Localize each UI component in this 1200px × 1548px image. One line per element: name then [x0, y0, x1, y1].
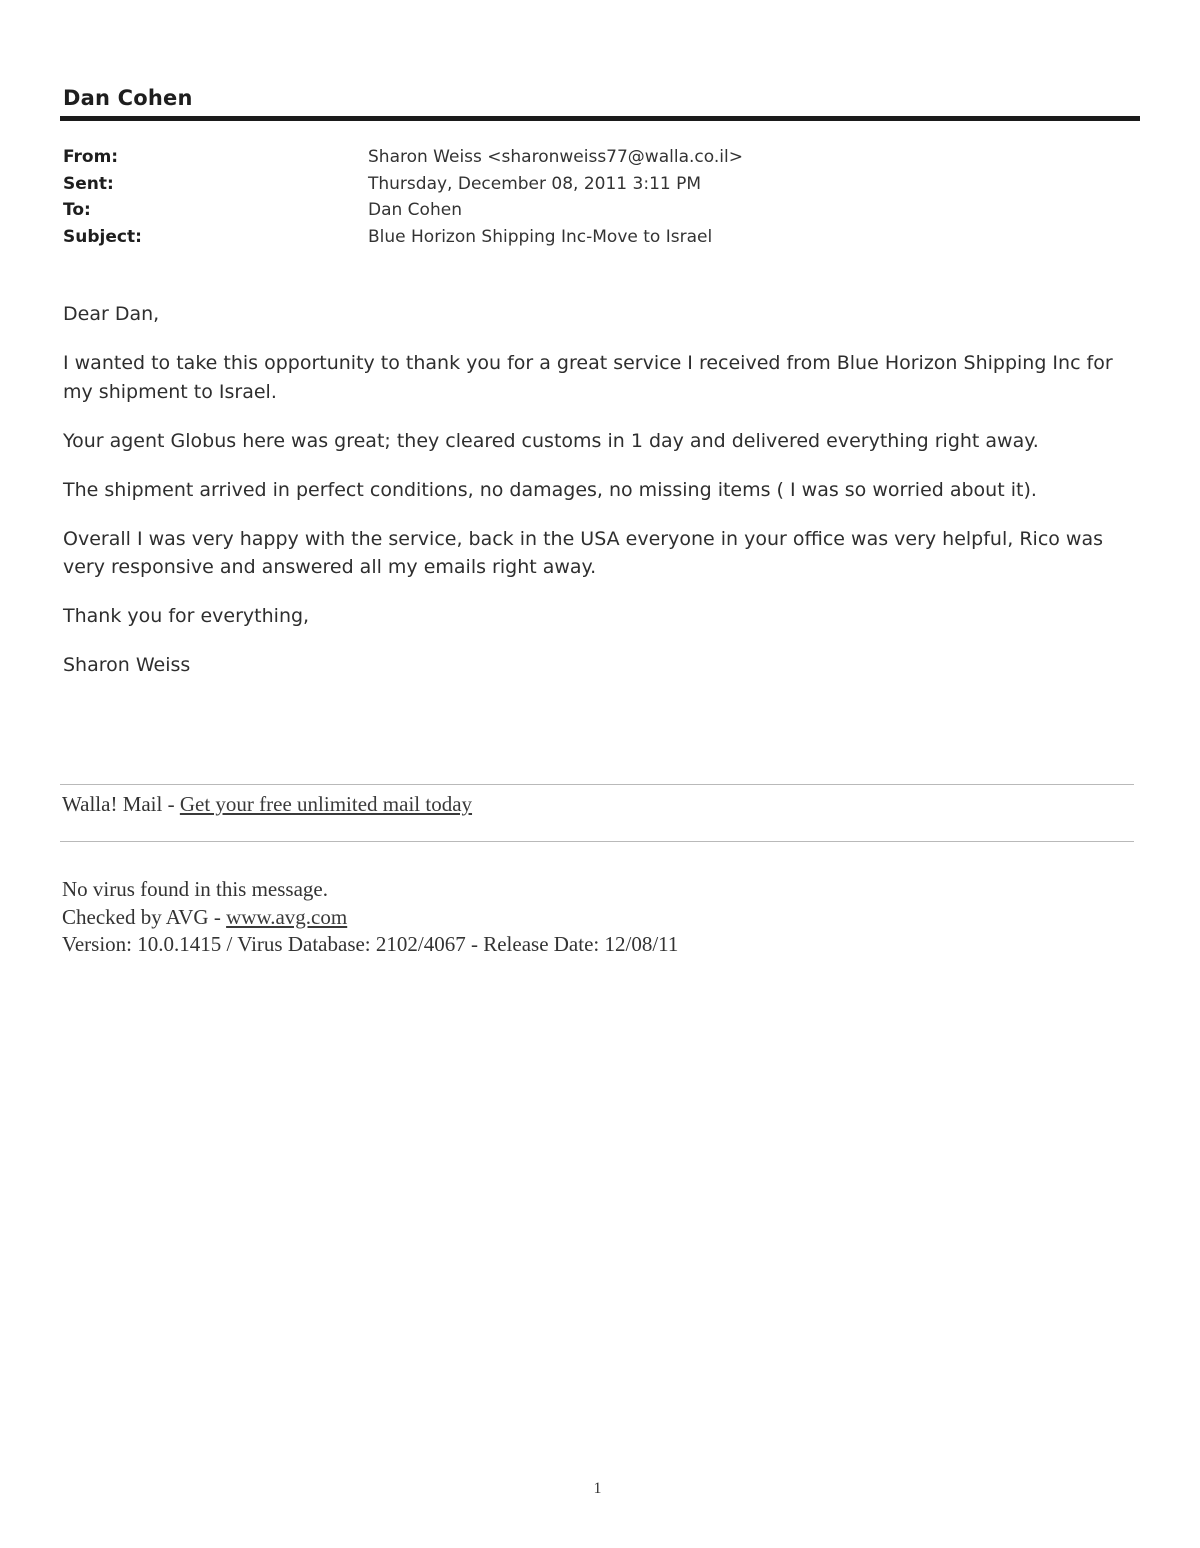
page-number: 1	[593, 1480, 602, 1497]
sent-label: Sent:	[63, 173, 114, 194]
email-headers	[63, 144, 743, 250]
avg-link[interactable]: www.avg.com	[226, 904, 348, 929]
walla-mail-prefix: Walla! Mail -	[62, 792, 180, 816]
header-row-from	[63, 144, 743, 171]
closing: Thank you for everything,	[63, 605, 310, 627]
from-label: From:	[63, 147, 119, 167]
walla-mail-footer	[62, 792, 472, 817]
header-row-sent	[63, 171, 743, 198]
to-value: Dan Cohen	[368, 200, 462, 220]
mailbox-owner-name: Dan Cohen	[63, 86, 193, 110]
footer-divider-bottom	[60, 841, 1134, 842]
to-label: To:	[63, 200, 91, 220]
body-paragraph: Overall I was very happy with the service, back in the USA everyone in your office was very helpful, Rico was very responsive and answered all my emails right away.	[63, 527, 1104, 578]
subject-value: Blue Horizon Shipping Inc-Move to Israel	[368, 226, 713, 247]
header-row-to	[63, 197, 743, 224]
email-body	[63, 300, 1143, 700]
avg-line-version: Version: 10.0.1415 / Virus Database: 2102/4067 - Release Date: 12/08/11	[62, 932, 679, 956]
avg-notice	[62, 876, 678, 959]
walla-mail-link[interactable]: Get your free unlimited mail today	[179, 792, 473, 816]
body-paragraph: The shipment arrived in perfect conditions, no damages, no missing items ( I was so worried about it).	[63, 478, 1037, 501]
avg-checked-prefix: Checked by AVG -	[62, 904, 227, 929]
signature: Sharon Weiss	[63, 654, 191, 676]
header-divider	[60, 116, 1140, 121]
footer-divider-top	[60, 784, 1134, 785]
from-value: Sharon Weiss <sharonweiss77@walla.co.il>	[368, 147, 743, 167]
body-paragraph: Your agent Globus here was great; they cleared customs in 1 day and delivered everything right away.	[63, 429, 1039, 452]
body-paragraph: I wanted to take this opportunity to thank you for a great service I received from Blue Horizon Shipping Inc for my shipment to Israel.	[63, 352, 1113, 403]
subject-label: Subject:	[63, 226, 142, 247]
header-row-subject	[63, 224, 743, 251]
avg-line-checked	[62, 904, 678, 932]
avg-line-no-virus: No virus found in this message.	[62, 877, 328, 901]
sent-value: Thursday, December 08, 2011 3:11 PM	[368, 173, 702, 194]
greeting: Dear Dan,	[63, 303, 160, 325]
